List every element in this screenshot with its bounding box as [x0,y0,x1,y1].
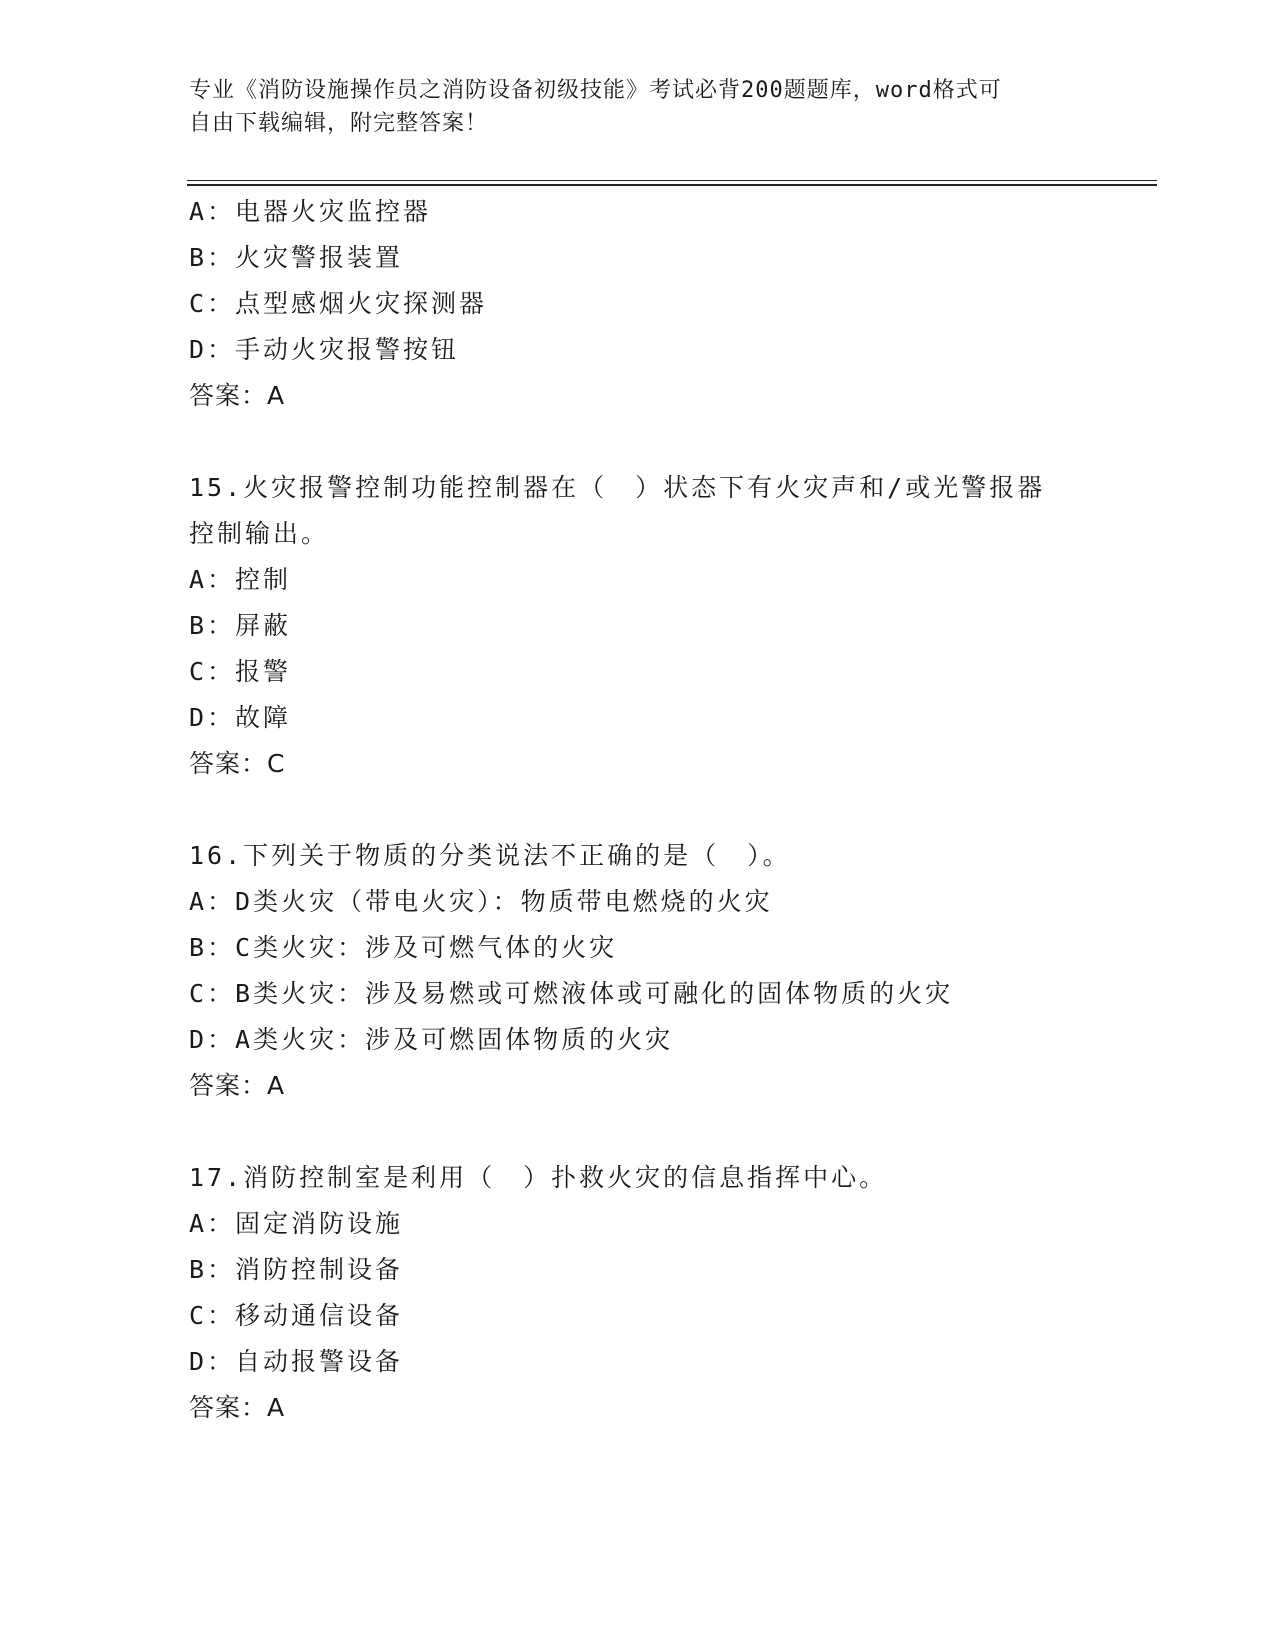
option-c: C：移动通信设备 [189,1301,404,1330]
question-15 [189,465,1089,787]
question-spacer [189,419,1089,465]
header-line-1: 专业《消防设施操作员之消防设备初级技能》考试必背200题题库，word格式可 [189,78,1002,103]
option-a: A：固定消防设施 [189,1209,404,1238]
question-list [189,189,1089,1431]
question-16 [189,833,1089,1109]
option-c: C：报警 [189,657,292,686]
option-a: A：电器火灾监控器 [189,197,432,226]
question-spacer [189,1109,1089,1155]
header-divider-thick [187,184,1157,186]
option-c: C：B类火灾：涉及易燃或可燃液体或可融化的固体物质的火灾 [189,979,954,1008]
option-d: D：A类火灾：涉及可燃固体物质的火灾 [189,1025,674,1054]
option-c: C：点型感烟火灾探测器 [189,289,488,318]
question-14 [189,189,1089,419]
question-stem: 16.下列关于物质的分类说法不正确的是（ ）。 [189,841,791,870]
question-spacer [189,787,1089,833]
option-a: A：控制 [189,565,292,594]
document-header [189,74,1069,140]
header-divider-thin [187,180,1157,181]
option-b: B：C类火灾：涉及可燃气体的火灾 [189,933,618,962]
option-a: A：D类火灾（带电火灾）：物质带电燃烧的火灾 [189,887,773,916]
header-line-2: 自由下载编辑，附完整答案！ [189,111,489,136]
question-stem: 17.消防控制室是利用（ ）扑救火灾的信息指挥中心。 [189,1163,888,1192]
option-b: B：火灾警报装置 [189,243,404,272]
option-b: B：消防控制设备 [189,1255,404,1284]
option-d: D：故障 [189,703,292,732]
question-17 [189,1155,1089,1431]
answer: 答案：A [189,1071,286,1100]
answer: 答案：A [189,1393,286,1422]
option-d: D：手动火灾报警按钮 [189,335,460,364]
question-stem-continued: 控制输出。 [189,519,330,548]
question-stem: 15.火灾报警控制功能控制器在（ ）状态下有火灾声和/或光警报器 [189,473,1046,502]
answer: 答案：C [189,749,286,778]
option-b: B：屏蔽 [189,611,292,640]
option-d: D：自动报警设备 [189,1347,404,1376]
answer: 答案：A [189,381,286,410]
